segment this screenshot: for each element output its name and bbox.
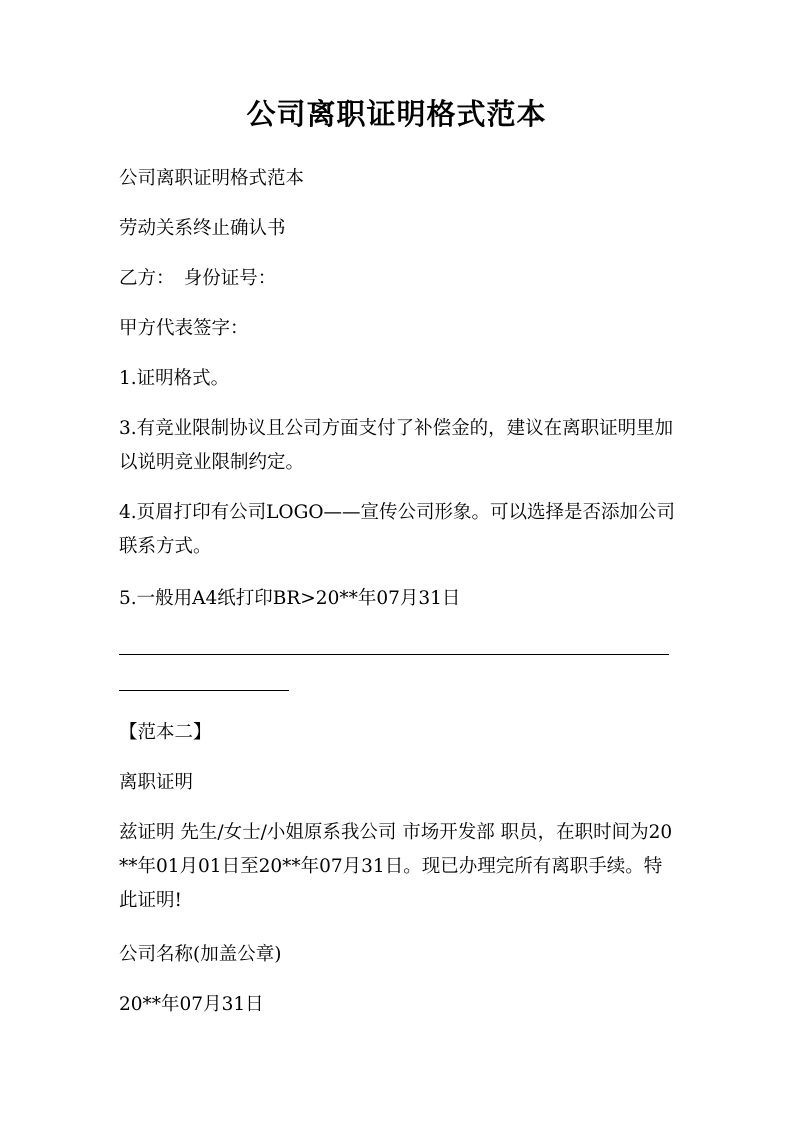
paragraph-item-4: 4.页眉打印有公司LOGO——宣传公司形象。可以选择是否添加公司联系方式。 bbox=[119, 502, 676, 557]
paragraph-termination-confirmation: 劳动关系终止确认书 bbox=[119, 218, 286, 239]
paragraph-item-5: 5.一般用A4纸打印BR>20**年07月31日 bbox=[119, 588, 461, 609]
paragraph-resignation-certificate-title: 离职证明 bbox=[119, 772, 194, 793]
paragraph-subtitle: 公司离职证明格式范本 bbox=[119, 168, 305, 189]
document-title: 公司离职证明格式范本 bbox=[246, 97, 547, 131]
paragraph-company-name-seal: 公司名称(加盖公章) bbox=[119, 944, 282, 965]
paragraph-item-3: 3.有竞业限制协议且公司方面支付了补偿金的，建议在离职证明里加以说明竞业限制约定。 bbox=[119, 418, 674, 473]
paragraph-certificate-body: 兹证明 先生/女士/小姐原系我公司 市场开发部 职员，在职时间为20**年01月01日至20**年07月31日。现已办理完所有离职手续。特此证明! bbox=[119, 822, 673, 911]
paragraph-party-b: 乙方： 身份证号： bbox=[119, 268, 277, 289]
paragraph-date: 20**年07月31日 bbox=[119, 994, 264, 1015]
separator-line bbox=[119, 654, 669, 655]
paragraph-item-1: 1.证明格式。 bbox=[119, 368, 230, 389]
paragraph-party-a-signature: 甲方代表签字： bbox=[119, 318, 249, 339]
paragraph-sample-two-heading: 【范本二】 bbox=[119, 722, 212, 743]
separator-line-continued bbox=[119, 690, 289, 691]
